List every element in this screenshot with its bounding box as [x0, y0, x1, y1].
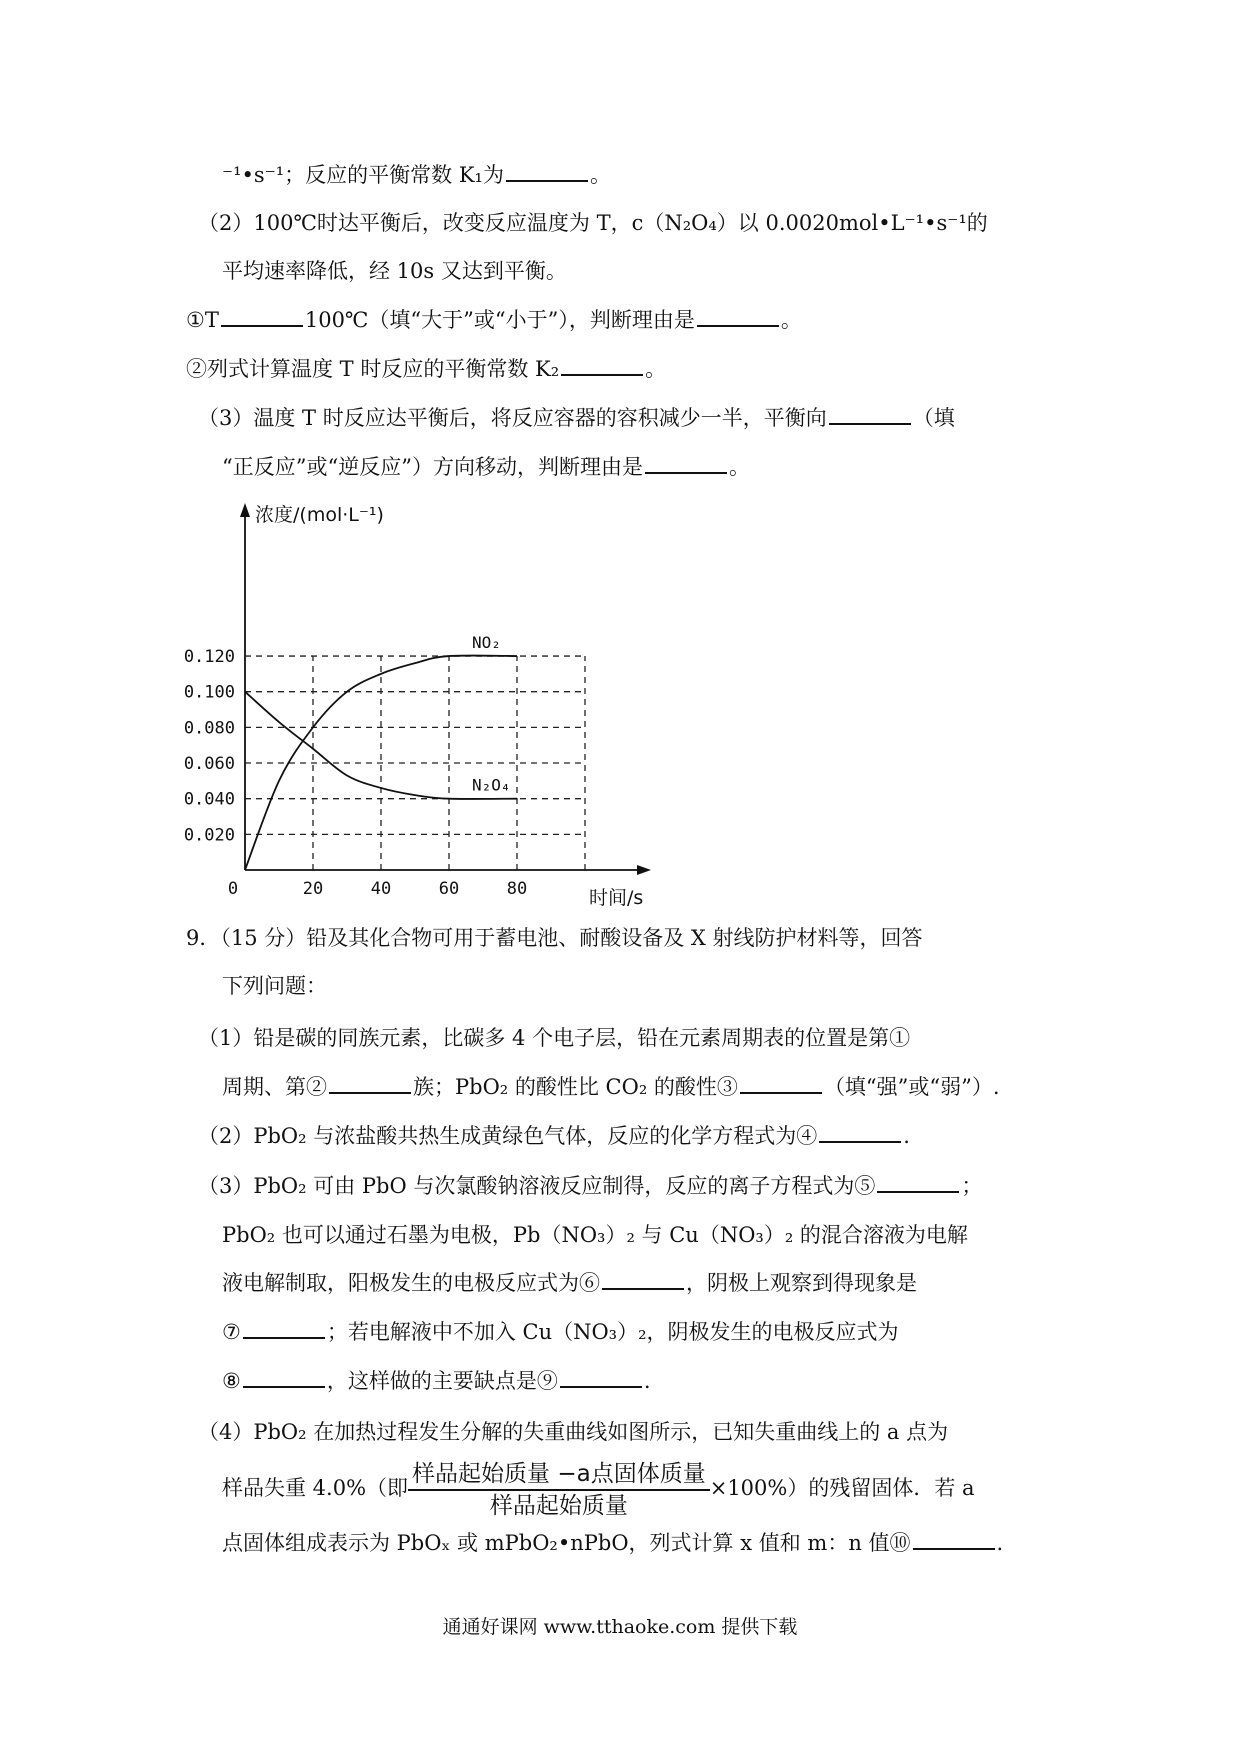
q8-part2-text-b: 平均速率降低，经 10s 又达到平衡。: [222, 259, 567, 283]
y-tick-label: 0.120: [183, 647, 235, 668]
q9-part4-line3: [222, 1528, 1003, 1558]
q9-part3-text-e: ，阴极上观察到得现象是: [686, 1271, 917, 1295]
q9-part3-text-d: 液电解制取，阳极发生的电极反应式为⑥: [222, 1271, 600, 1295]
x-tick-label: 20: [302, 879, 324, 899]
q9-part2-text-a: （2）PbO₂ 与浓盐酸共热生成黄绿色气体，反应的化学方程式为④: [198, 1124, 818, 1148]
q8-k1-text: ⁻¹•s⁻¹；反应的平衡常数 K₁为: [222, 163, 504, 187]
q8-part2-i-text-c: 。: [780, 308, 802, 332]
x-tick-label: 60: [438, 879, 460, 899]
q9-part3-text-f: ⑦: [222, 1320, 241, 1344]
answer-blank-6[interactable]: [602, 1268, 684, 1290]
q9-part4-text-e: .: [996, 1531, 1004, 1555]
no2-label: NO₂: [472, 633, 501, 653]
q8-part3-text-b: （填: [912, 406, 955, 430]
answer-blank-4[interactable]: [819, 1121, 901, 1143]
x-tick-label: 80: [506, 879, 528, 899]
q9-part4-text-d: 点固体组成表示为 PbOₓ 或 mPbO₂•nPbO，列式计算 x 值和 m：n 值⑩: [222, 1531, 911, 1555]
y-tick-label: 0.060: [183, 754, 235, 775]
q8-part3-text-a: （3）温度 T 时反应达平衡后，将反应容器的容积减少一半，平衡向: [198, 406, 827, 430]
q9-part3-text-j: .: [643, 1369, 651, 1393]
q9-part1-text-c: 族；PbO₂ 的酸性比 CO₂ 的酸性③: [413, 1075, 738, 1099]
q9-part3-line5: [222, 1366, 651, 1396]
q9-part3-line1: [198, 1171, 982, 1201]
q9-title-text-a: 9．（15 分）铅及其化合物可用于蓄电池、耐酸设备及 X 射线防护材料等，回答: [186, 926, 923, 950]
y-tick-label: 0.020: [183, 825, 235, 846]
q8-k1-end: 。: [589, 163, 611, 187]
q8-part2-text-a: （2）100℃时达平衡后，改变反应温度为 T，c（N₂O₄）以 0.0020mol•L⁻¹•s⁻¹的: [198, 211, 988, 235]
page-footer: 通通好课网 www.tthaoke.com 提供下载: [442, 1616, 798, 1638]
concentration-time-chart: [180, 495, 680, 915]
q8-k1-line: [222, 160, 611, 190]
answer-blank-2[interactable]: [329, 1072, 411, 1094]
q8-part3-text-c: “正反应”或“逆反应”）方向移动，判断理由是: [222, 455, 643, 479]
q9-part1-text-d: （填“强”或“弱”）.: [823, 1075, 1000, 1099]
q8-part3-line2: [222, 452, 750, 482]
answer-blank-t-reason[interactable]: [697, 305, 779, 327]
q8-part2-ii-text-a: ②列式计算温度 T 时反应的平衡常数 K₂: [186, 357, 560, 381]
q9-part3-line3: [222, 1268, 917, 1298]
answer-blank-7[interactable]: [243, 1317, 325, 1339]
q8-part2-ii-line: [186, 354, 666, 384]
q8-part2-i-text-b: 100℃（填“大于”或“小于”），判断理由是: [304, 308, 695, 332]
q9-part1-text-a: （1）铅是碳的同族元素，比碳多 4 个电子层，铅在元素周期表的位置是第①: [198, 1026, 911, 1050]
q8-part3-text-d: 。: [728, 455, 750, 479]
q9-part1-text-b: 周期、第②: [222, 1075, 327, 1099]
q9-part1-line2: [222, 1072, 1000, 1102]
q9-part4-line1: [198, 1417, 948, 1447]
x-axis-arrow: [637, 865, 651, 875]
q9-part4-text-c: ×100%）的残留固体．若 a: [709, 1476, 975, 1500]
q9-title-line1: [186, 923, 923, 953]
y-tick-label: 0.100: [183, 682, 235, 703]
x-tick-label: 40: [370, 879, 392, 899]
q8-part2-line1: [198, 208, 988, 238]
q9-part3-text-a: （3）PbO₂ 可由 PbO 与次氯酸钠溶液反应制得，反应的离子方程式为⑤: [198, 1174, 876, 1198]
fraction-denominator: 样品起始质量: [489, 1492, 628, 1519]
mass-loss-fraction: [408, 1459, 710, 1521]
answer-blank-3[interactable]: [740, 1072, 822, 1094]
q8-part2-i-text-a: ①T: [186, 308, 219, 332]
q9-part2-text-b: .: [903, 1124, 910, 1148]
answer-blank-direction[interactable]: [829, 403, 911, 425]
x-axis-label: 时间/s: [589, 887, 644, 909]
answer-blank-t-compare[interactable]: [221, 305, 303, 327]
n2o4-label: N₂O₄: [472, 775, 511, 795]
y-tick-label: 0.040: [183, 789, 235, 810]
q8-part2-ii-text-b: 。: [645, 357, 667, 381]
answer-blank-10[interactable]: [913, 1528, 995, 1550]
q9-part4-text-b: 样品失重 4.0%（即: [222, 1476, 409, 1500]
answer-blank-k2[interactable]: [561, 354, 643, 376]
q8-part2-i-line: [186, 305, 802, 335]
x-tick-label: 0: [227, 879, 239, 899]
q8-part2-line2: [222, 256, 567, 286]
q9-part3-line4: [222, 1317, 899, 1347]
answer-blank-9[interactable]: [560, 1366, 642, 1388]
q9-part3-text-b: ；: [961, 1174, 983, 1198]
y-axis-label: 浓度/(mol·L⁻¹): [255, 504, 384, 526]
answer-blank-k1[interactable]: [506, 160, 588, 182]
q9-part3-text-i: ，这样做的主要缺点是⑨: [326, 1369, 558, 1393]
q9-part1-line1: [198, 1023, 910, 1053]
fraction-numerator: 样品起始质量 −a点固体质量: [408, 1459, 710, 1491]
q9-part4-line2: [222, 1457, 975, 1521]
q9-part3-text-h: ⑧: [222, 1369, 241, 1393]
q9-part3-line2: [222, 1220, 968, 1250]
q9-part3-text-c: PbO₂ 也可以通过石墨为电极，Pb（NO₃）₂ 与 Cu（NO₃）₂ 的混合溶液为电解: [222, 1223, 968, 1247]
y-tick-label: 0.080: [183, 718, 235, 739]
answer-blank-8[interactable]: [243, 1366, 325, 1388]
y-axis-arrow: [240, 503, 250, 517]
q9-part2-line: [198, 1121, 910, 1151]
q9-title-line2: [222, 971, 327, 1001]
q9-part4-text-a: （4）PbO₂ 在加热过程发生分解的失重曲线如图所示，已知失重曲线上的 a 点为: [198, 1420, 949, 1444]
q9-title-text-b: 下列问题：: [222, 974, 327, 998]
answer-blank-direction-reason[interactable]: [645, 452, 727, 474]
q9-part3-text-g: ；若电解液中不加入 Cu（NO₃）₂，阴极发生的电极反应式为: [326, 1320, 899, 1344]
answer-blank-5[interactable]: [877, 1171, 959, 1193]
q8-part3-line1: [198, 403, 955, 433]
